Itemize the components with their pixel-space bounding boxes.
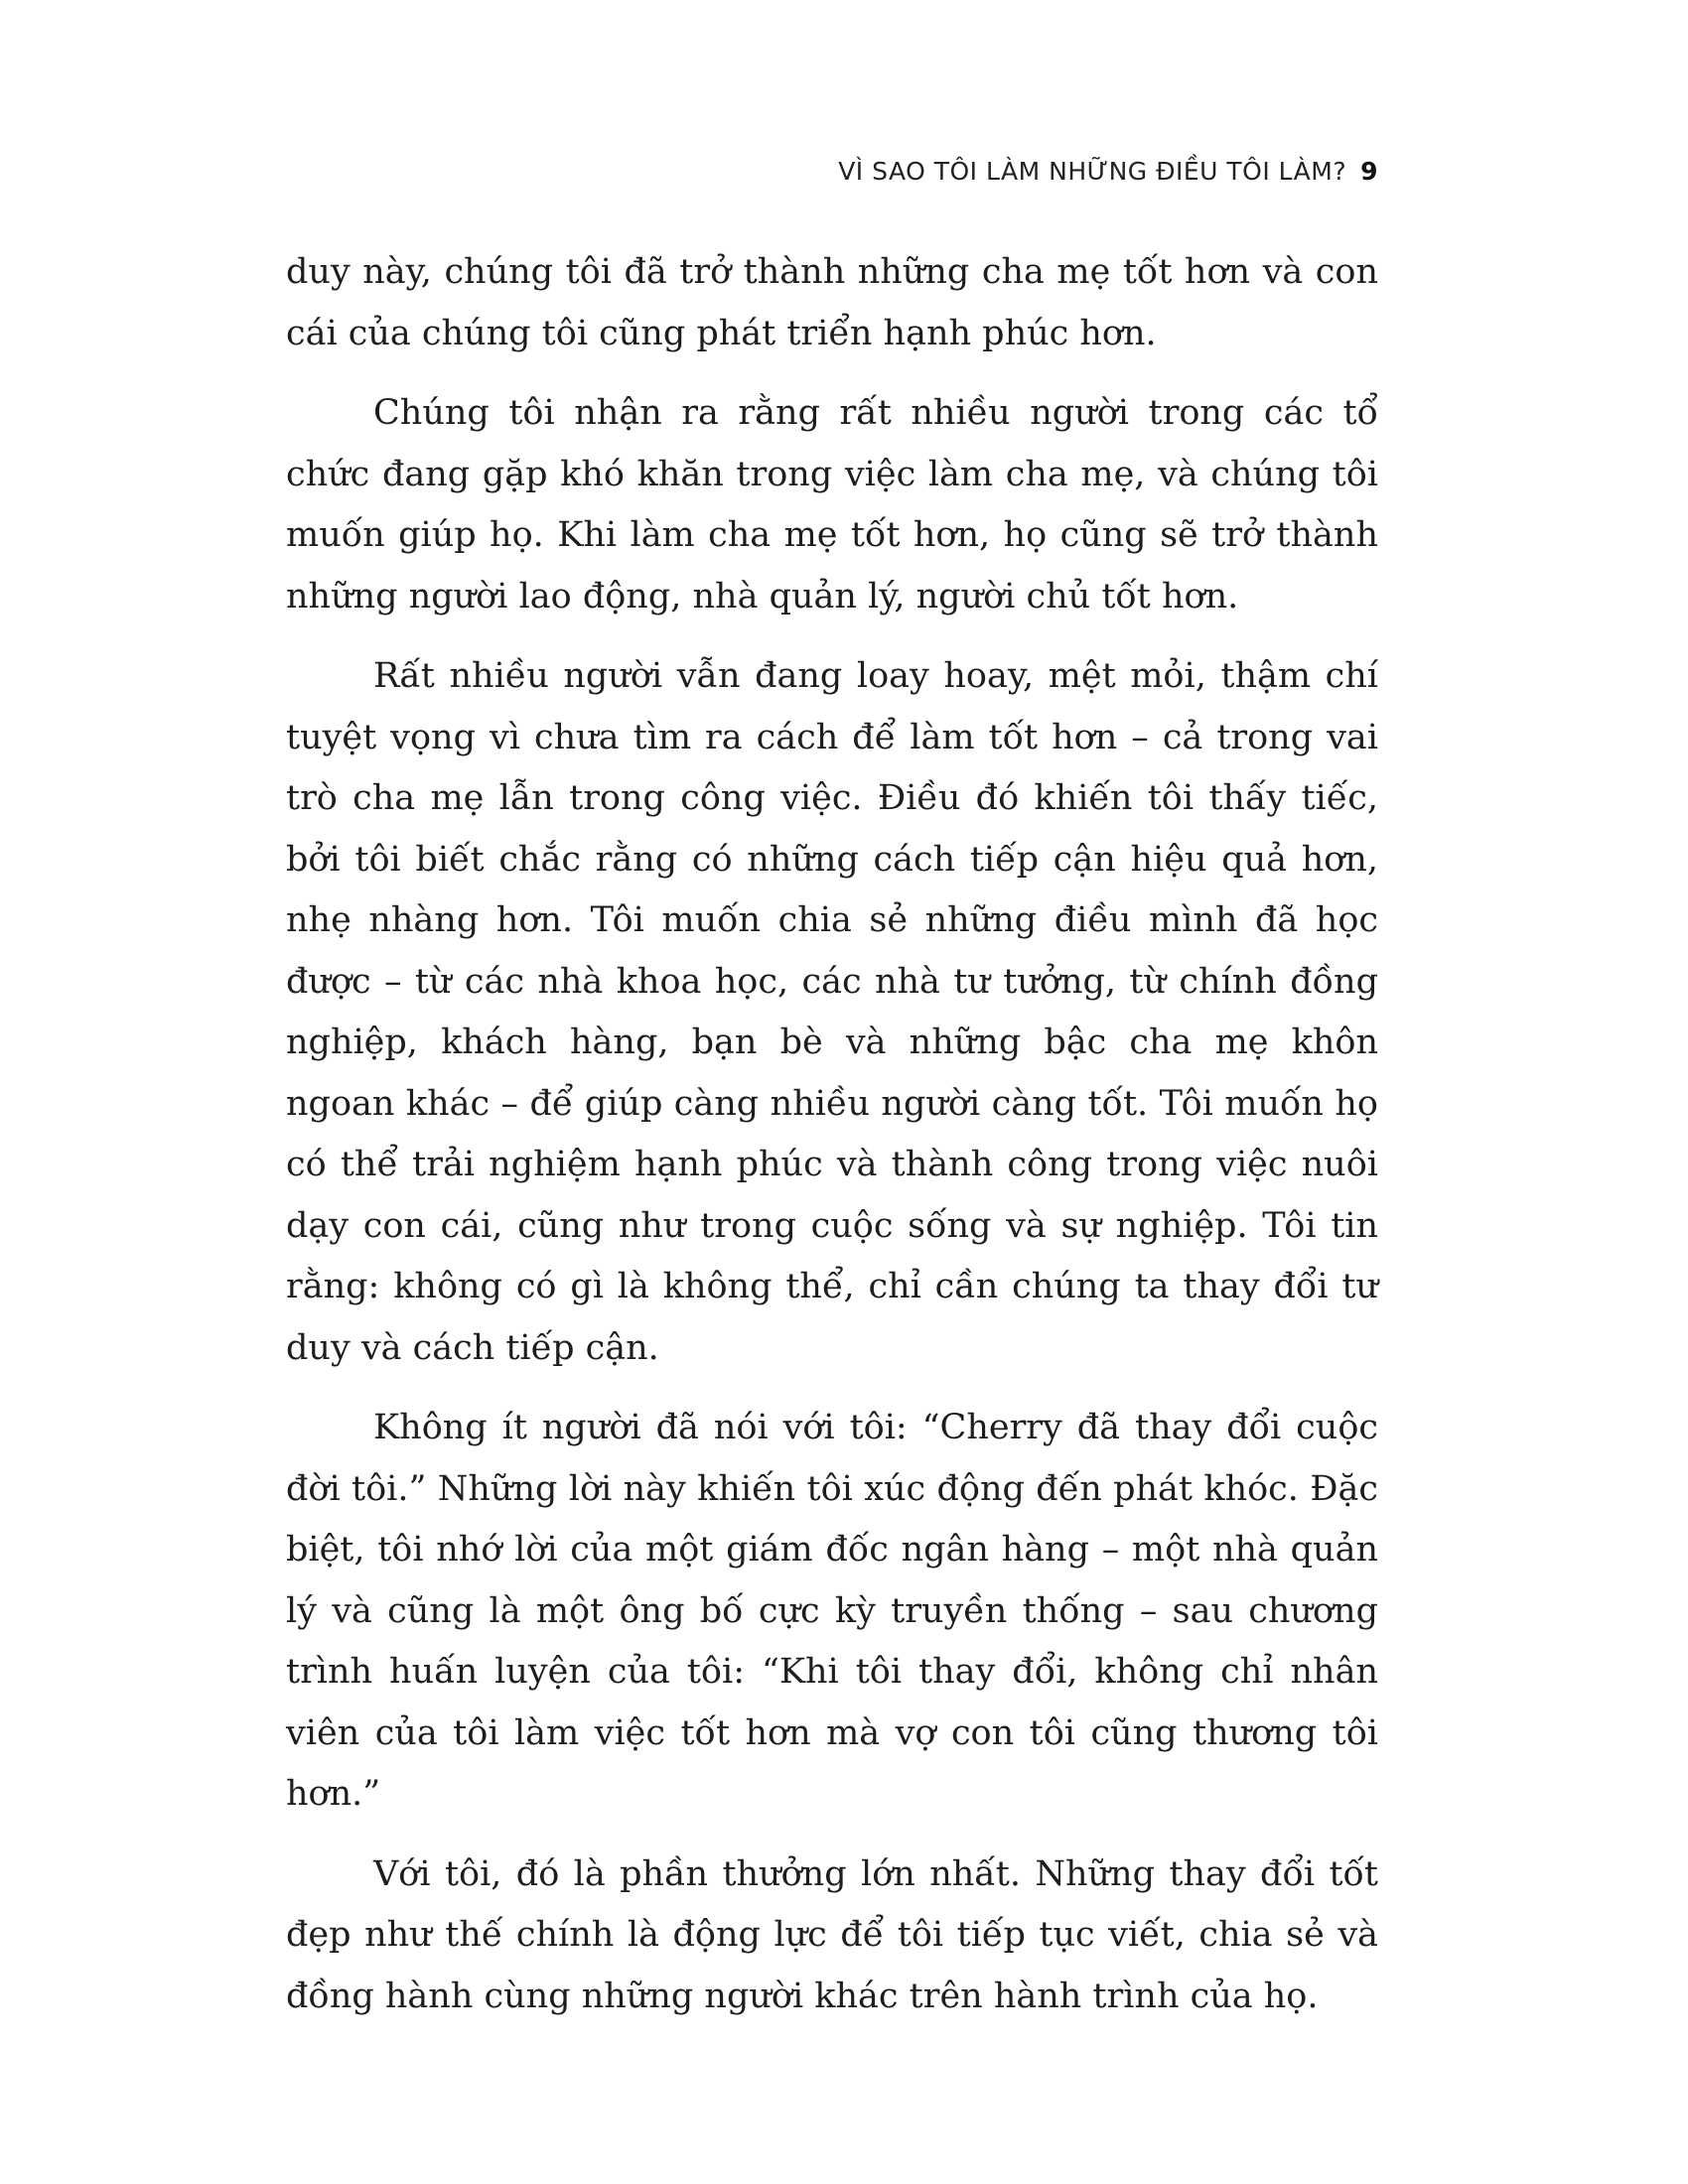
running-header	[838, 157, 1378, 186]
running-title: VÌ SAO TÔI LÀM NHỮNG ĐIỀU TÔI LÀM?	[838, 157, 1347, 186]
paragraph-5: Với tôi, đó là phần thưởng lớn nhất. Những thay đổi tốt đẹp như thế chính là động lực để tôi tiếp tục viết, chia sẻ và đồng hành cùng những người khác trên hành trình của họ.	[286, 1853, 1378, 2016]
paragraph-4: Không ít người đã nói với tôi: “Cherry đã thay đổi cuộc đời tôi.” Những lời này khiến tôi xúc động đến phát khóc. Đặc biệt, tôi nhớ lời của một giám đốc ngân hàng – một nhà quản lý và cũng là một ông bố cực kỳ truyền thống – sau chương trình huấn luyện của tôi: “Khi tôi thay đổi, không chỉ nhân viên của tôi làm việc tốt hơn mà vợ con tôi cũng thương tôi hơn.”	[286, 1408, 1378, 1814]
paragraph-2: Chúng tôi nhận ra rằng rất nhiều người trong các tổ chức đang gặp khó khăn trong việc làm cha mẹ, và chúng tôi muốn giúp họ. Khi làm cha mẹ tốt hơn, họ cũng sẽ trở thành những người lao động, nhà quản lý, người chủ tốt hơn.	[286, 393, 1378, 616]
paragraph-1: duy này, chúng tôi đã trở thành những cha mẹ tốt hơn và con cái của chúng tôi cũng phát triển hạnh phúc hơn.	[286, 252, 1378, 353]
page-number: 9	[1360, 157, 1378, 186]
paragraph-3: Rất nhiều người vẫn đang loay hoay, mệt mỏi, thậm chí tuyệt vọng vì chưa tìm ra cách để làm tốt hơn – cả trong vai trò cha mẹ lẫn trong công việc. Điều đó khiến tôi thấy tiếc, bởi tôi biết chắc rằng có những cách tiếp cận hiệu quả hơn, nhẹ nhàng hơn. Tôi muốn chia sẻ những điều mình đã học được – từ các nhà khoa học, các nhà tư tưởng, từ chính đồng nghiệp, khách hàng, bạn bè và những bậc cha mẹ khôn ngoan khác – để giúp càng nhiều người càng tốt. Tôi muốn họ có thể trải nghiệm hạnh phúc và thành công trong việc nuôi dạy con cái, cũng như trong cuộc sống và sự nghiệp. Tôi tin rằng: không có gì là không thể, chỉ cần chúng ta thay đổi tư duy và cách tiếp cận.	[286, 656, 1378, 1368]
body-text	[286, 242, 1378, 2046]
